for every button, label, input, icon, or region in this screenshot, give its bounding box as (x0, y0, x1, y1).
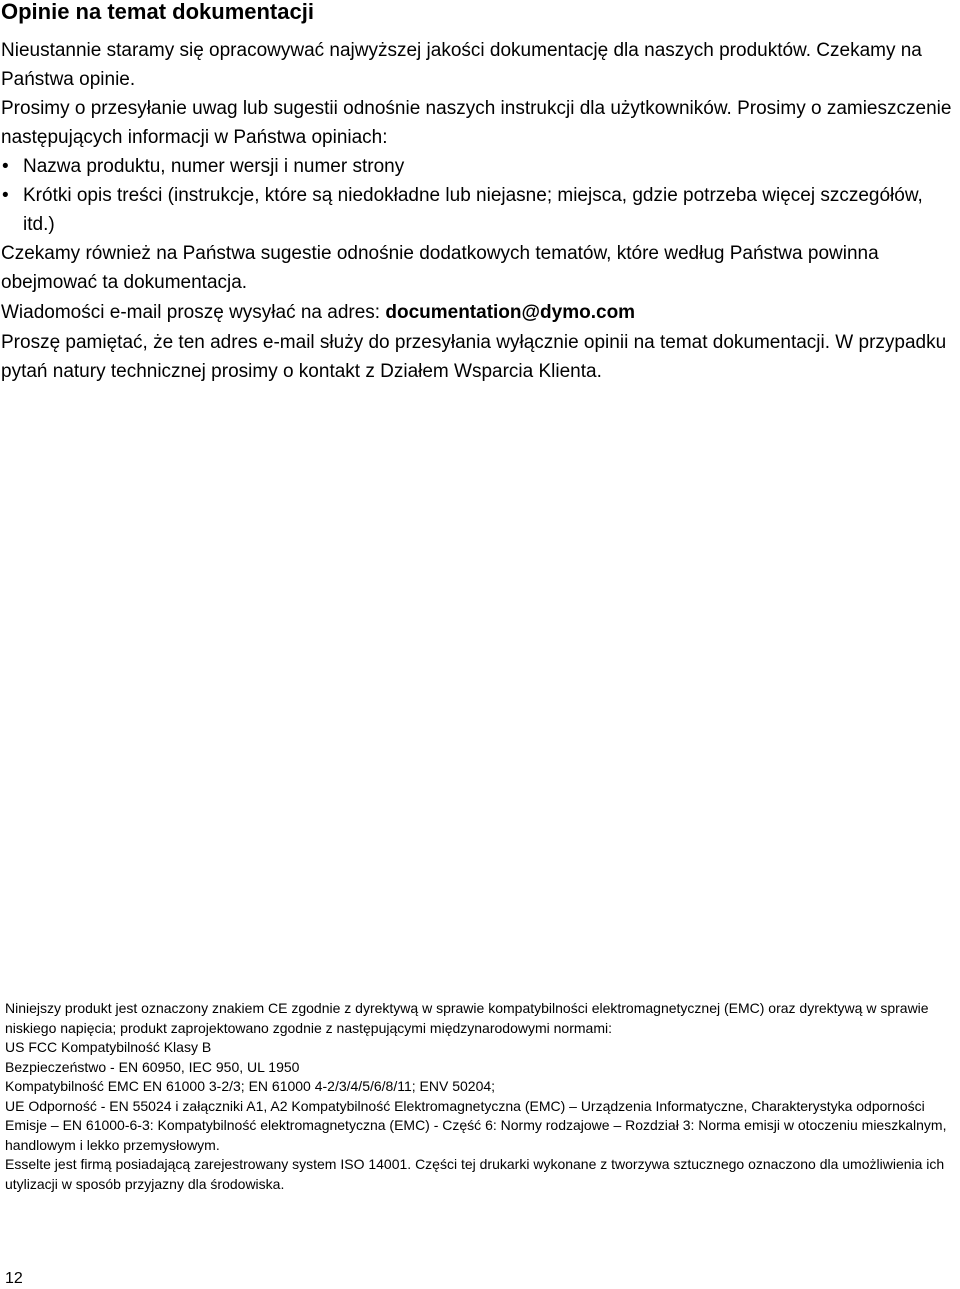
compliance-line: US FCC Kompatybilność Klasy B (5, 1039, 212, 1055)
email-prefix: Wiadomości e-mail proszę wysyłać na adres: (1, 302, 386, 323)
intro-paragraph: Nieustannie staramy się opracowywać najwyższej jakości dokumentację dla naszych produktów. Czekamy na Państwa opinie. (1, 40, 922, 90)
documentation-feedback-section (1, 36, 957, 386)
feedback-info-list (1, 152, 957, 239)
email-paragraph (1, 298, 957, 327)
list-item (1, 181, 957, 239)
bullet-icon: • (2, 156, 9, 177)
list-item-text: Nazwa produktu, numer wersji i numer strony (23, 156, 405, 177)
compliance-line: Bezpieczeństwo - EN 60950, IEC 950, UL 1950 (5, 1058, 300, 1075)
request-paragraph: Prosimy o przesyłanie uwag lub sugestii odnośnie naszych instrukcji dla użytkowników. Prosimy o zamieszczenie następujących informacji w Państwa opiniach: (1, 98, 952, 148)
email-address: documentation@dymo.com (385, 302, 636, 323)
compliance-line: Emisje – EN 61000-6-3: Kompatybilność elektromagnetyczna (EMC) - Część 6: Normy rodzajowe – Rozdział 3: Norma emisji w otoczeniu mieszkalnym, handlowym i lekko przemysłowym. (5, 1117, 947, 1153)
compliance-line: Kompatybilność EMC EN 61000 3-2/3; EN 61000 4-2/3/4/5/6/8/11; ENV 50204; (5, 1078, 496, 1094)
page-title: Opinie na temat dokumentacji (1, 0, 314, 24)
list-item (1, 152, 957, 181)
ce-statement: Niniejszy produkt jest oznaczony znakiem CE zgodnie z dyrektywą w sprawie kompatybilności elektromagnetycznej (EMC) oraz dyrektywą w sprawie niskiego napięcia; produkt zaprojektowano zgodnie z następującymi międzynarodowymi normami: (5, 1000, 929, 1036)
page-number: 12 (5, 1270, 23, 1287)
note-paragraph: Proszę pamiętać, że ten adres e-mail służy do przesyłania wyłącznie opinii na temat dokumentacji. W przypadku pytań natury technicznej prosimy o kontakt z Działem Wsparcia Klienta. (1, 332, 947, 382)
suggestions-paragraph: Czekamy również na Państwa sugestie odnośnie dodatkowych tematów, które według Państwa powinna obejmować ta dokumentacja. (1, 243, 879, 293)
bullet-icon: • (2, 185, 9, 206)
compliance-line: Esselte jest firmą posiadającą zarejestrowany system ISO 14001. Części tej drukarki wykonane z tworzywa sztucznego oznaczono dla umożliwienia ich utylizacji w sposób przyjazny dla środowiska. (5, 1156, 945, 1192)
list-item-text: Krótki opis treści (instrukcje, które są niedokładne lub niejasne; miejsca, gdzie potrzeba więcej szczegółów, itd.) (23, 185, 923, 235)
compliance-notice (5, 999, 958, 1194)
compliance-line: UE Odporność - EN 55024 i załączniki A1, A2 Kompatybilność Elektromagnetyczna (EMC) – Urządzenia Informatyczne, Charakterystyka odporności (5, 1097, 925, 1114)
